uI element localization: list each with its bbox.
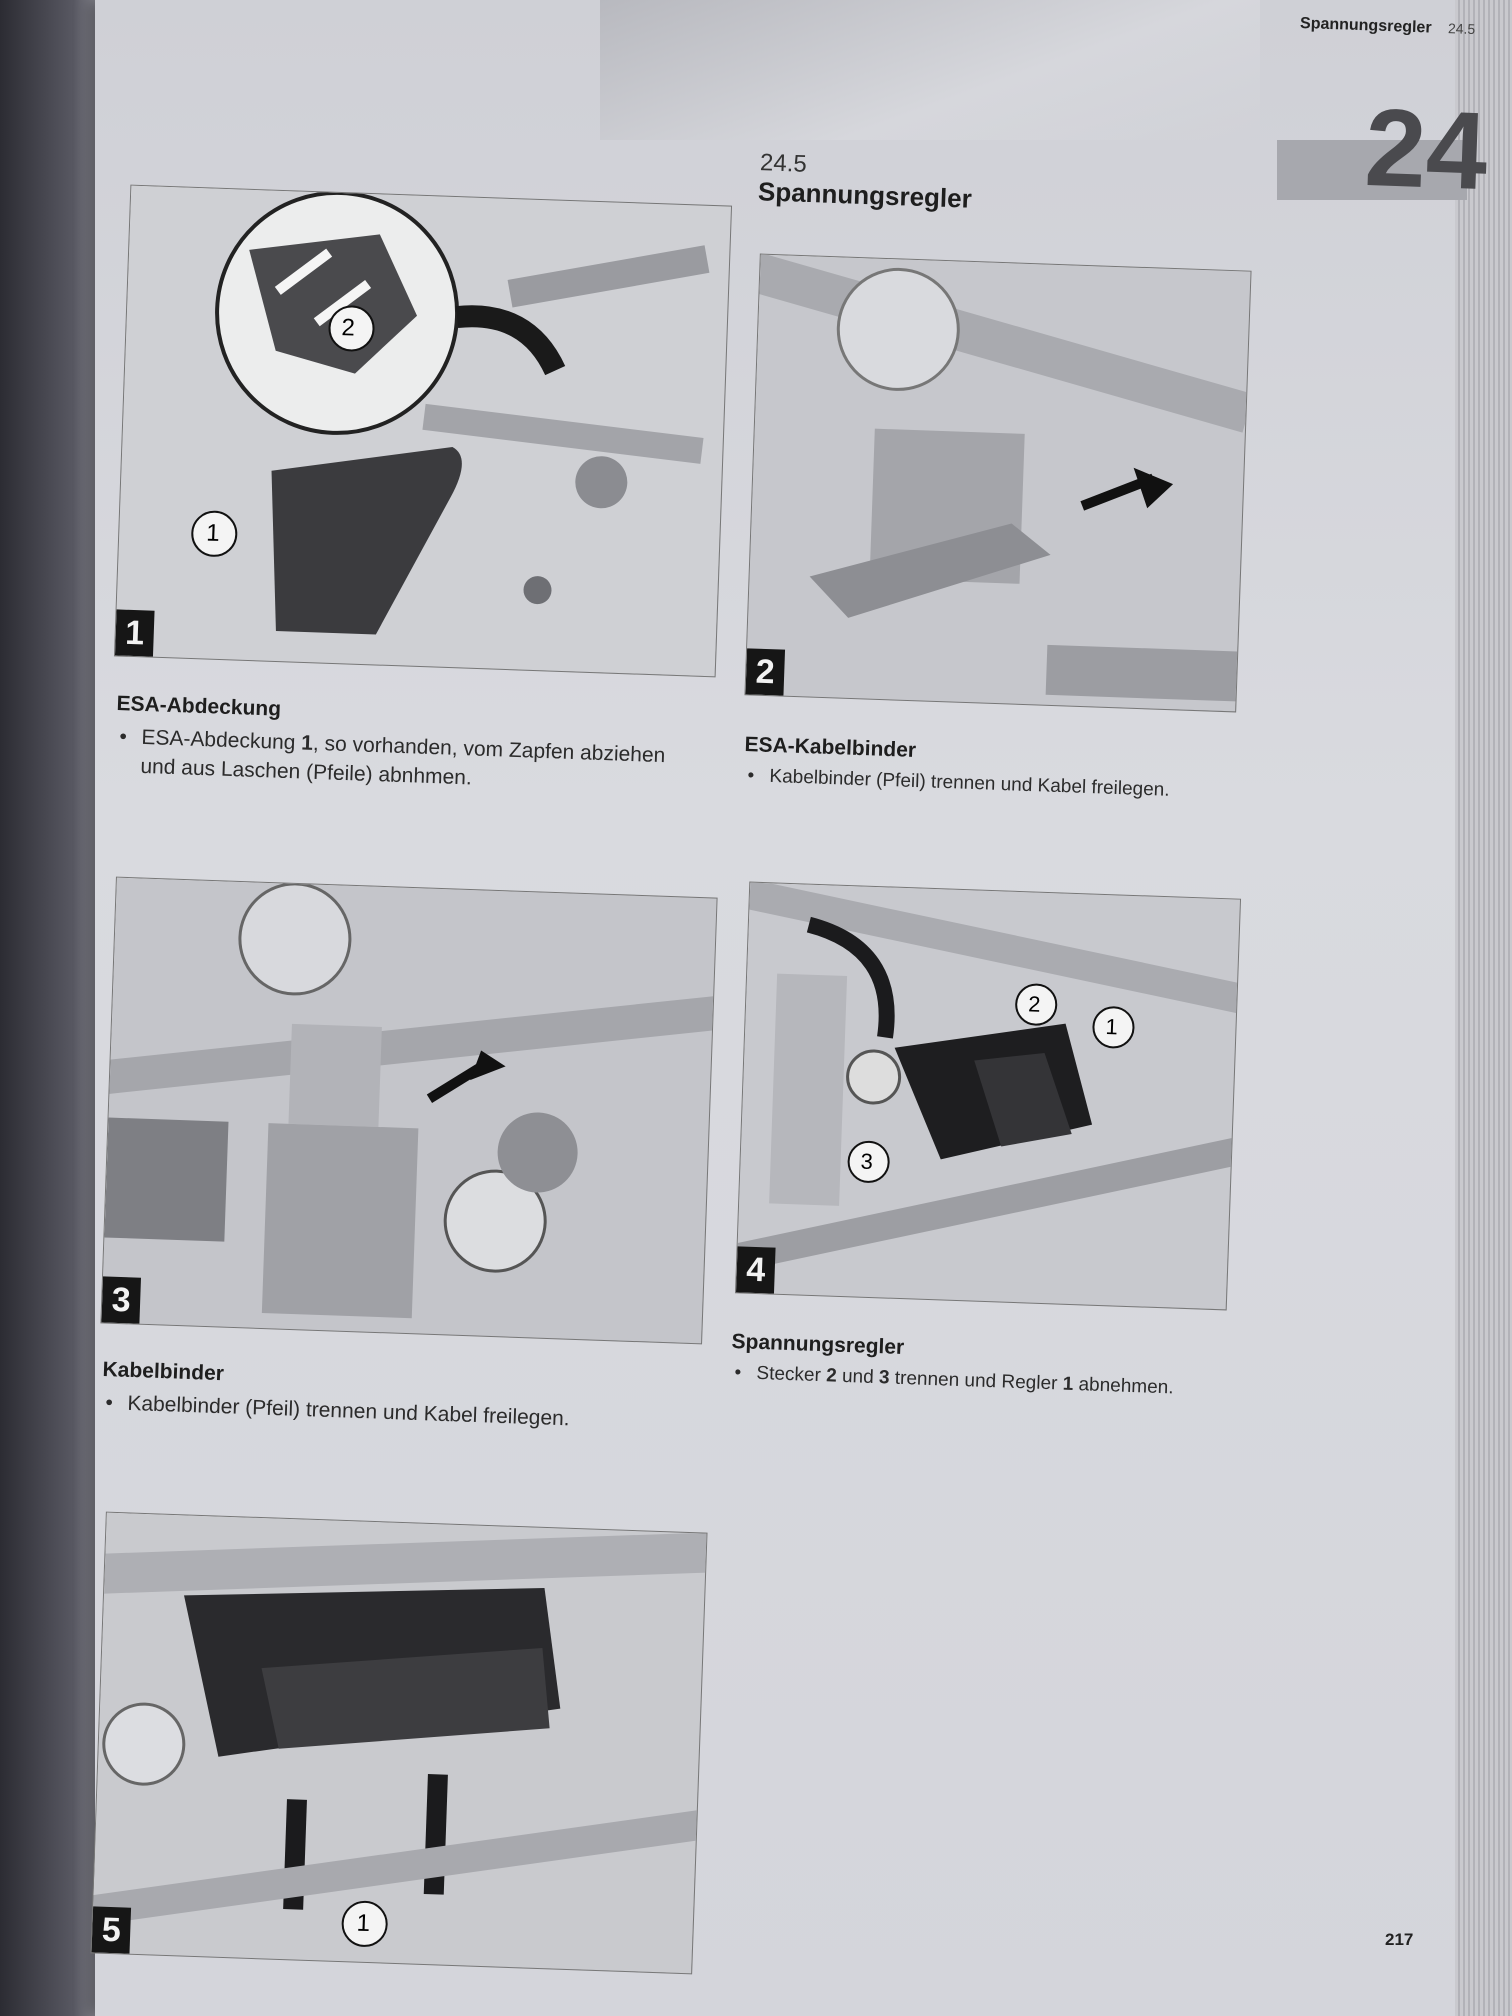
step-title: ESA-Kabelbinder (744, 733, 917, 762)
step-text: • Kabelbinder (Pfeil) trennen und Kabel freilegen. (743, 763, 1304, 809)
previous-page-edge (0, 0, 105, 2016)
step-text-bold: 1 (1062, 1373, 1074, 1395)
step-text-bold: 1 (300, 731, 314, 755)
figure-number: 2 (745, 648, 785, 695)
page-number: 217 (1385, 1930, 1414, 1949)
callout-1: 1 (205, 519, 221, 547)
figure-1 (114, 185, 732, 678)
page-stack-edge (1455, 0, 1512, 2016)
figure-2 (744, 254, 1251, 713)
callout-2: 2 (341, 314, 356, 342)
step-text-bold: 3 (878, 1367, 890, 1389)
step-text-part: ESA-Abdeckung (141, 725, 302, 755)
figure-4 (735, 882, 1241, 1311)
figure-number: 3 (101, 1276, 141, 1323)
figure-5-callouts (92, 1513, 707, 1974)
figure-number: 5 (92, 1906, 132, 1953)
figure-4-callouts (736, 883, 1240, 1310)
running-head-section: 24.5 (1447, 20, 1476, 38)
figure-2-illustration (745, 255, 1250, 712)
figure-1-callouts (115, 186, 731, 677)
chapter-number: 24 (1362, 85, 1490, 214)
figure-number: 4 (736, 1246, 776, 1293)
callout-3: 3 (860, 1148, 874, 1175)
figure-5 (90, 1512, 707, 1975)
figure-number: 1 (115, 609, 155, 656)
callout-1: 1 (356, 1909, 371, 1938)
top-illustration-fragment (600, 0, 1260, 140)
section-number: 24.5 (759, 149, 808, 178)
callout-2: 2 (1027, 991, 1041, 1017)
figure-3-illustration (101, 878, 716, 1344)
figure-3 (100, 877, 717, 1345)
step-text-part: Stecker (756, 1362, 827, 1387)
step-text-bold: 2 (825, 1365, 838, 1387)
step-title: ESA-Abdeckung (116, 692, 282, 721)
step-text-part: , so vorhanden, vom Zapfen abziehen und aus Laschen (Pfeile) abnhmen. (140, 731, 666, 790)
callout-1: 1 (1105, 1014, 1119, 1040)
step-text-part: abnehmen. (1072, 1373, 1174, 1399)
running-head-title: Spannungsregler (1299, 14, 1432, 37)
section-title: Spannungsregler (757, 176, 973, 214)
step-text: • Kabelbinder (Pfeil) trennen und Kabel freilegen. (101, 1388, 682, 1438)
step-text-part: trennen und Regler (889, 1367, 1064, 1395)
step-title: Spannungsregler (731, 1330, 905, 1360)
step-title: Kabelbinder (102, 1358, 225, 1386)
step-text-part: und (836, 1365, 880, 1389)
